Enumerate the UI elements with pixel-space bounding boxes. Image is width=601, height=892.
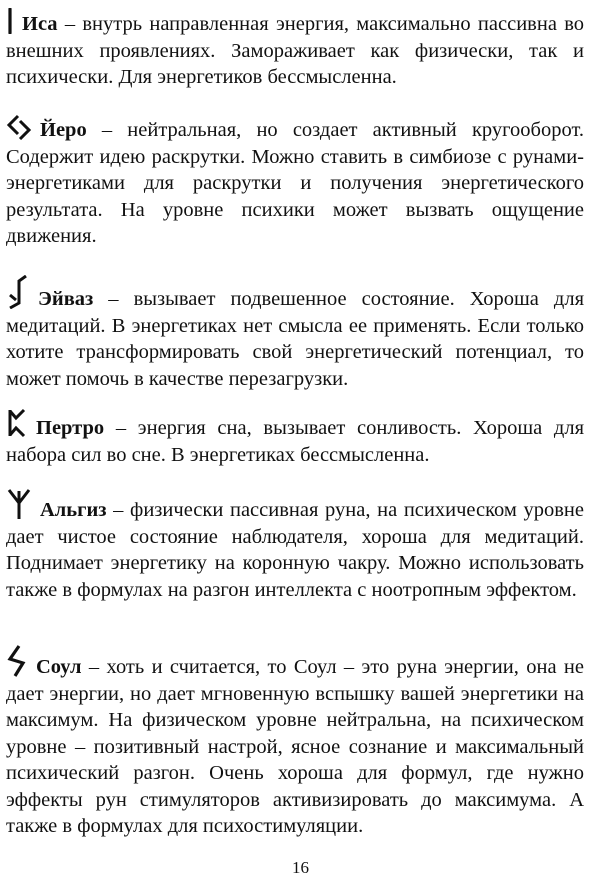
isa-rune-icon xyxy=(6,8,14,34)
rune-description: – внутрь направленная энергия, максимально пассивна во внешних проявлениях. Замораживает как физически, так и психически. Для энергетиков бессмысленна. xyxy=(6,13,584,88)
rune-entry-algiz xyxy=(6,488,584,603)
rune-title: Эйваз xyxy=(38,288,94,310)
page-number: 16 xyxy=(292,858,309,877)
rune-entry-sowilo xyxy=(6,645,584,840)
rune-description: – вызывает подвешенное состояние. Хороша для медитаций. В энергетиках нет смысла ее применять. Если только хотите трансформировать свой энергетический потенциал, то может помочь в качестве перезагрузки. xyxy=(6,288,584,390)
algiz-rune-icon xyxy=(6,488,32,520)
rune-entry-perthro xyxy=(6,408,584,468)
rune-description: – хоть и считается, то Соул – это руна энергии, она не дает энергии, но дает мгновенную вспышку вашей энергетики на максимум. На физическом уровне нейтральна, на психическом уровне – позитивный настрой, ясное сознание и максимальный психический разгон. Очень хороша для формул, где нужно эффекты рун стимуляторов активизировать до максимума. А также в формулах для психостимуляции. xyxy=(6,656,584,837)
rune-title: Соул xyxy=(36,656,82,678)
rune-title: Пертро xyxy=(36,417,105,439)
rune-entry-eihwaz xyxy=(6,275,584,392)
rune-title: Альгиз xyxy=(40,499,107,521)
rune-description: – энергия сна, вызывает сонливость. Хороша для набора сил во сне. В энергетиках бессмысленна. xyxy=(6,417,584,466)
rune-entry-jera xyxy=(6,114,584,250)
rune-description: – физически пассивная руна, на психическом уровне дает чистое состояние наблюдателя, хороша для медитаций. Поднимает энергетику на коронную чакру. Можно использовать также в формулах на разгон интеллекта с ноотропным эффектом. xyxy=(6,499,584,601)
sowilo-rune-icon xyxy=(6,645,28,677)
jera-rune-icon xyxy=(6,114,32,140)
perthro-rune-icon xyxy=(6,408,28,438)
rune-title: Иса xyxy=(22,13,58,35)
rune-description: – нейтральная, но создает активный кругооборот. Содержит идею раскрутки. Можно ставить в симбиозе с рунами-энергетиками для раскрутки и получения энергетического результата. На уровне психики может вызвать ощущение движения. xyxy=(6,119,584,247)
rune-entry-isa xyxy=(6,8,584,91)
rune-title: Йеро xyxy=(40,119,87,141)
eihwaz-rune-icon xyxy=(6,275,30,309)
